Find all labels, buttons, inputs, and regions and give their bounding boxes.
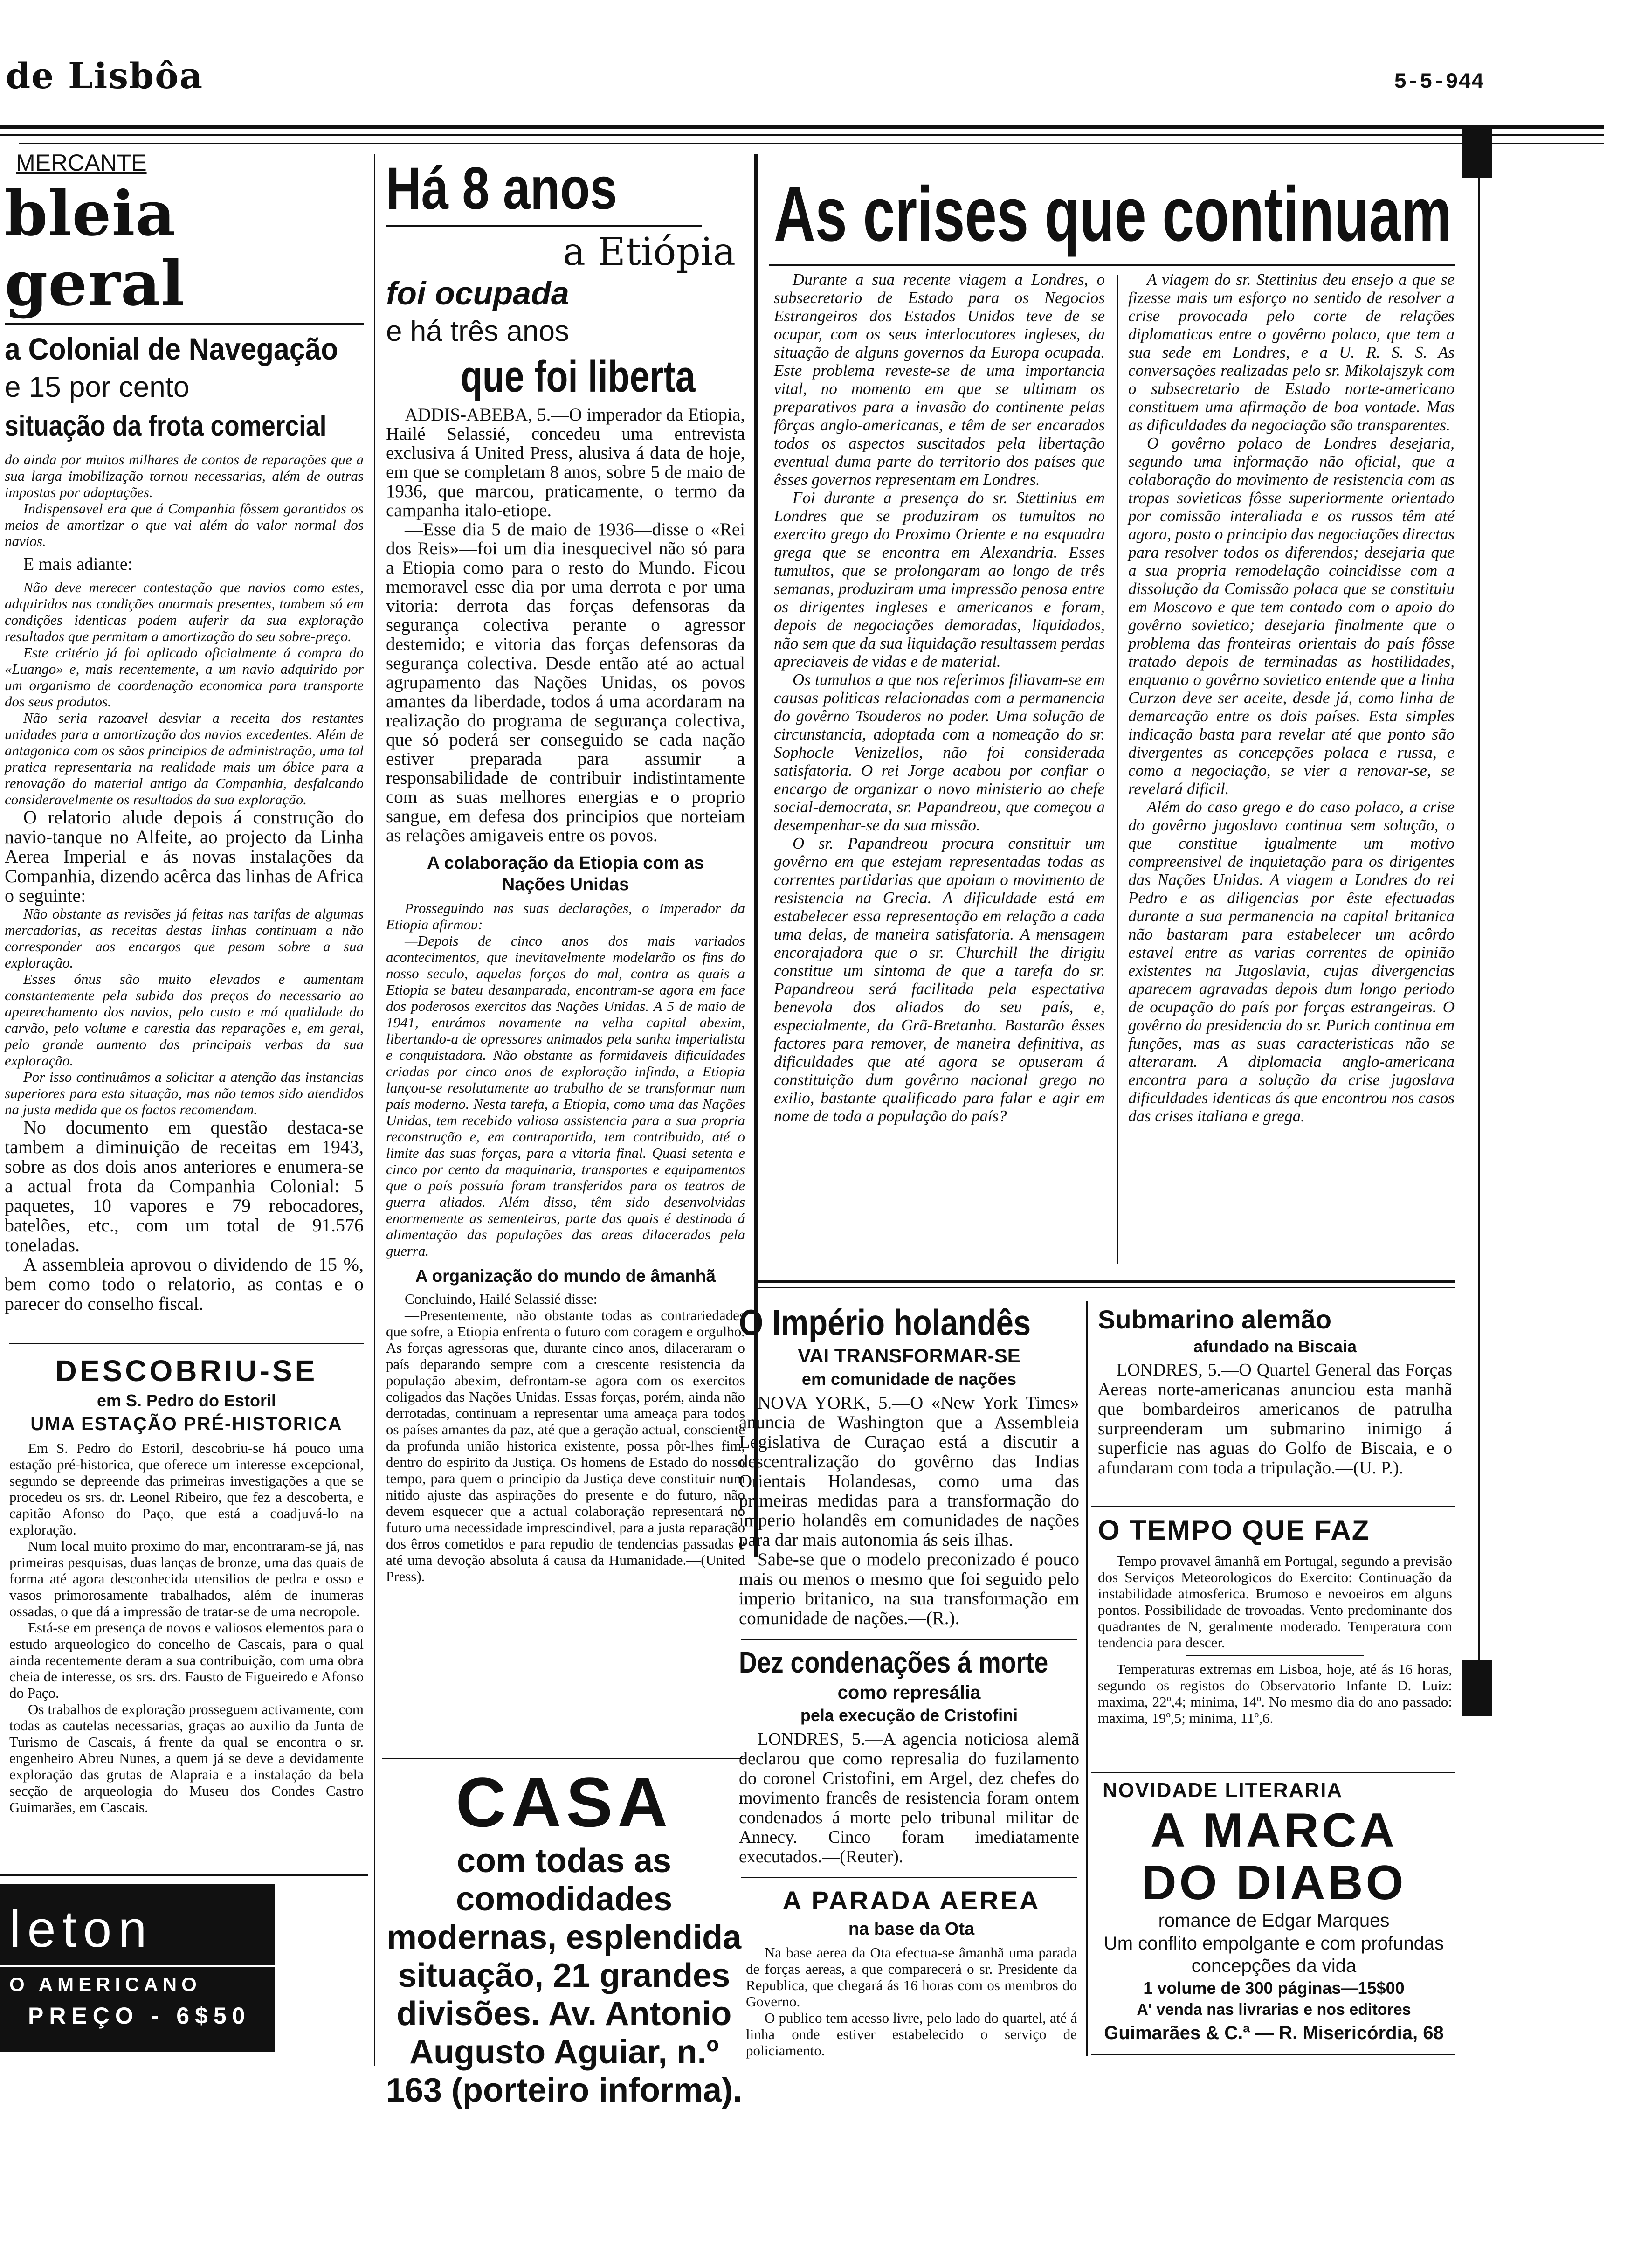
- parada-rule: [741, 1877, 1077, 1878]
- condenacoes-article: [739, 1644, 1079, 1886]
- top-rule-2: [0, 134, 1604, 136]
- crises-head-rule: [769, 264, 1455, 266]
- crises-pA2: Foi durante a presença do sr. Stettinius em Londres que se produziram os tumultos no exercito grego do Proximo Oriente e na esquadra grega que se encontra em Alexandria. Esses tumultos, que se prolongaram ao longo de três semanas, produziram uma impressão penosa entre os dirigentes ingleses e americanos e foram, depois de negociações demoradas, liquidados, não sem que da sua liquidação resultassem perdas apreciaveis de vidas e de material.: [774, 489, 1105, 671]
- col1-p5: Não seria razoavel desviar a receita dos restantes unidades para a amortização dos navios excedentes. Além de antagonica com os sãos principios de administração, uma tal pratica representaria na realidade mais um óbice para a renovação do material antigo da Companhia, desfalcando consideravelmente os resultados da sua exploração.: [5, 710, 364, 808]
- margin-bar-top: [1462, 127, 1492, 178]
- etiopia-p3: Prosseguindo nas suas declarações, o Imperador da Etiopia afirmou:: [386, 900, 745, 933]
- submarino-p1: LONDRES, 5.—O Quartel General das Forças Aereas norte-americanas anunciou esta manhã que bombardeiros americanos de patrulha surpreenderam um submarino inimigo á superficie nas aguas do Golfo de Biscaia, e o afundaram com toda a tripulação.—(U. P.).: [1098, 1360, 1452, 1478]
- tempo-inner-rule: [1186, 1655, 1364, 1656]
- col1-head1: bleia geral: [5, 178, 185, 320]
- etiopia-head5: que foi liberta: [461, 352, 696, 401]
- descobriu-p2: Num local muito proximo do mar, encontraram-se já, nas primeiras pesquisas, duas lanças de bronze, uma das quais de forma até agora desconhecida utensilios de pedra e osso e vasos primorosamente trabalhados, além de inumeras ossadas, o que dá a impressão de tratar-se de uma necropole.: [9, 1538, 364, 1619]
- tempo-p2: Temperaturas extremas em Lisboa, hoje, até ás 16 horas, segundo os registos do Observatorio Infante D. Luiz: maxima, 22º,4; minima, 14º. No mesmo dia do ano passado: maxima, 19º,5; minima, 11º,6.: [1098, 1661, 1452, 1726]
- etiopia-head4: e há três anos: [386, 315, 569, 347]
- etiopia-p4: —Depois de cinco anos dos mais variados acontecimentos, que inevitavelmente modelarão os fins do nosso seculo, aquelas forças do mal, contra as quais a Etiopia se bateu desamparada, encontram-se agora em face dos poderosos exercitos das Nações Unidas. A 5 de maio de 1941, entrámos novamente na velha capital abexim, libertando-a de opressores animados pela sanha imperialista e conquistadora. Não obstante as formidaveis dificuldades criadas por cinco anos de exploração infinda, a Etiopia lançou-se resolutamente ao trabalho de se transformar num país moderno. Nesta tarefa, a Etiopia, como uma das Nações Unidas, tem recebido valiosa assistencia para a sua propria reconstrução e, em contrapartida, tem contribuido, até o limite das suas forças, para a vitoria final. Quasi setenta e cinco por cento da maquinaria, transportes e equipamentos que o país possuía foram transferidos para os teatros de guerra aliados. Além disso, têm sido desenvolvidas enormemente as sementeiras, parte das quais é destinada á alimentação das populações das areas dilaceradas pela guerra.: [386, 933, 745, 1259]
- margin-rule: [1478, 177, 1480, 1660]
- col1-p9: Por isso continuâmos a solicitar a atenção das instancias superiores para esta situação, mas não temos sido atendidos na justa medida que os factos recomendam.: [5, 1069, 364, 1118]
- tempo-rule: [1091, 1506, 1455, 1507]
- crises-col-b: [1128, 270, 1455, 1278]
- col1-p4: Este critério já foi aplicado oficialmente á compra do «Luango» e, mais recentemente, a um navio adquirido por um organismo de coordenação economica para transporte dos seus produtos.: [5, 644, 364, 710]
- novidade-ad: [1093, 1777, 1455, 2052]
- casa-head: CASA: [455, 1763, 673, 1841]
- descobriu-p3: Está-se em presença de novos e valiosos elementos para o estudo arqueologico do concelho de Cascais, para o qual ainda recentemente deram a sua contribuição, com uma obra cheia de interesse, os srs. drs. Fausto de Figueiredo e Afonso do Paço.: [9, 1619, 364, 1701]
- imperio-article: [739, 1301, 1079, 1655]
- col1-p8: Esses ónus são muito elevados e aumentam constantemente pela subida dos preços do necessario ao apetrechamento dos navios, pelo custo e má qualidade do carvão, pelo volume e carestia das reparações e, em geral, pelo grande aumento das principais verbas da sua exploração.: [5, 971, 364, 1069]
- imperio-p2: Sabe-se que o modelo preconizado é pouco mais ou menos o mesmo que foi seguido pelo imperio britanico, na sua transformação em comunidade de nações.—(R.).: [739, 1549, 1079, 1628]
- etiopia-sub1: A colaboração da Etiopia com as Nações Unidas: [427, 853, 704, 894]
- col1-p3: Não deve merecer contestação que navios como estes, adquiridos nas condições anormais presentes, tambem só em condições identicas podem auferir da sua exploração resultados que permitam a amortização do seu sobre-preço.: [5, 579, 364, 644]
- casa-ad: [378, 1763, 751, 2109]
- col-rule-3: [1086, 1301, 1088, 2056]
- etiopia-p2: —Esse dia 5 de maio de 1936—disse o «Rei dos Reis»—foi um dia inesquecivel não só para a Etiopia como para o resto do Mundo. Ficou memoravel esse dia por uma derrota e por uma vitoria: derrota das forças defensoras da segurança colectiva perante o agressor destemido; e vitoria das forças defensoras da segurança colectiva. Desde então até ao actual agrupamento das Nações Unidas, os povos amantes da liberdade, todos á uma acordaram na realização do programa de segurança colectiva, que só poderá ser conseguido se cada nação estiver preparada para assumir a responsabilidade de contribuir indistintamente com as suas melhores energias e o proprio sangue, em defesa dos principios que norteiam as relações amigaveis entre os povos.: [386, 519, 745, 845]
- parada-article: [746, 1884, 1077, 2061]
- condenacoes-p1: LONDRES, 5.—A agencia noticiosa alemã declarou que como represalia do fuzilamento do coronel Cristofini, em Argel, dez chefes do movimento francês de resistencia foram ontem condenados á morte pelo tribunal militar de Annecy. Cinco foram imediatamente executados.—(Reuter).: [739, 1729, 1079, 1867]
- tempo-p1: Tempo provavel âmanhã em Portugal, segundo a previsão dos Serviços Meteorologicos do Exercito: Continuação da instabilidade atmosferica. Brumoso e nevoeiros em alguns pontos. Possibilidade de trovoadas. Vento predominante dos quadrantes de N, geralmente moderado. Temperatura com tendencia para descer.: [1098, 1553, 1452, 1651]
- imperio-p1: NOVA YORK, 5.—O «New York Times» anuncia de Washington que a Assembleia Legislativa de Curaçao está a discutir a descentralização do govêrno das Indias Orientais Holandesas, como uma das primeiras medidas para a transformação do imperio holandês em comunidades de nações para dar mais autonomia ás seis ilhas.: [739, 1393, 1079, 1550]
- condenacoes-rule: [741, 1639, 1077, 1640]
- imperio-sub1: VAI TRANSFORMAR-SE: [798, 1345, 1020, 1367]
- ad-left-brand: leton: [9, 1901, 153, 1958]
- etiopia-p1: ADDIS-ABEBA, 5.—O imperador da Etiopia, Hailé Selassié, concedeu uma entrevista exclusiva á United Press, alusiva á data de hoje, em que se completam 8 anos, sobre 5 de maio de 1936, que marcou, praticamente, o termo da campanha italo-etiope.: [386, 405, 745, 520]
- ad-left-rule: [0, 1874, 368, 1876]
- masthead-title: de Lisbôa: [6, 55, 204, 97]
- novidade-author: romance de Edgar Marques: [1158, 1910, 1390, 1931]
- novidade-desc: Um conflito empolgante e com profundas concepções da vida: [1103, 1933, 1444, 1976]
- col-rule-1: [374, 154, 375, 2066]
- descobriu-article: [9, 1352, 364, 1930]
- col1-p2: Indispensavel era que á Companhia fôssem garantidos os meios de amortizar o que vai além do valor normal dos navios.: [5, 500, 364, 549]
- descobriu-sub1: em S. Pedro do Estoril: [97, 1391, 276, 1410]
- col1-p1: do ainda por muitos milhares de contos de reparações que a sua larga imobilização tornou necessarias, além de outras impostas por adaptações.: [5, 451, 364, 500]
- descobriu-sub2: UMA ESTAÇÃO PRÉ-HISTORICA: [30, 1414, 343, 1434]
- submarino-sub: afundado na Biscaia: [1193, 1337, 1357, 1356]
- crises-inner-rule: [1117, 275, 1118, 1264]
- tempo-head: O TEMPO QUE FAZ: [1098, 1514, 1370, 1546]
- imperio-sub2: em comunidade de nações: [801, 1369, 1017, 1389]
- col1-head3: e 15 por cento: [5, 371, 190, 403]
- masthead-date: 5-5-944: [1394, 70, 1484, 94]
- condenacoes-head: Dez condenações á morte: [739, 1646, 1048, 1679]
- crises-pB1: A viagem do sr. Stettinius deu ensejo a que se fizesse mais um esforço no sentido de resolver a crise provocada pelo corte de relações diplomaticas entre o govêrno polaco, que tem a sua sede em Londres, e a U. R. S. S. As conversações realizadas pelo sr. Mikolajszyk com o subsecretario de Estado norte-americano constituem uma afirmação de boa vontade. Mas as dificuldades da negociação são transparentes.: [1128, 270, 1455, 434]
- col1-p10: No documento em questão destaca-se tambem a diminuição de receitas em 1943, sobre as dos dois anos anteriores e enumera-se a actual frota da Companhia Colonial: 5 paquetes, 10 vapores e 79 rebocadores, batelões, etc., com um total de 91.576 toneladas.: [5, 1117, 364, 1255]
- col1-head2: a Colonial de Navegação: [5, 332, 338, 366]
- crises-bottom-rule-1: [755, 1280, 1455, 1283]
- top-rule-3: [19, 143, 1604, 144]
- novidade-price: 1 volume de 300 páginas—15$00: [1143, 1978, 1405, 1998]
- novidade-kicker: NOVIDADE LITERARIA: [1103, 1779, 1343, 1802]
- crises-pB2: O govêrno polaco de Londres desejaria, segundo uma informação não oficial, que a colaboração do movimento de resistencia com as tropas sovieticas fôsse superiormente orientado por comissão interaliada e os russos têm até agora, posto o principio das negociações directas para resolver todos os diferendos; desejaria que a sua propria remodelação coincidisse com a dissolução da Comissão polaca que se constituiu em Moscovo e que tem contado com o apoio do govêrno sovietico; desejaria finalmente que o problema das fronteiras orientais do país fôsse tratado depois de terminadas as hostilidades, enquanto o govêrno sovietico entende que a linha Curzon deve ser aceite, desde já, como linha de demarcação entre os dois países. Esta simples indicação basta para revelar até que ponto são divergentes as concepções polaca e russa, e como a negociação, se vier a renovar-se, se revelará dificil.: [1128, 434, 1455, 798]
- casa-text: com todas as comodidades modernas, esplendida situação, 21 grandes divisões. Av. Antonio Augusto Aguiar, n.º 163 (porteiro informa).: [386, 1842, 743, 2109]
- novidade-title1: A MARCA: [1150, 1804, 1398, 1858]
- etiopia-head-rule: [386, 225, 702, 227]
- tempo-article: [1098, 1511, 1452, 1772]
- col1-kicker: MERCANTE: [16, 150, 147, 176]
- col1-article: [5, 149, 364, 1343]
- crises-pA1: Durante a sua recente viagem a Londres, o subsecretario de Estado para os Negocios Estrangeiros dos Estados Unidos teve de se ocupar, com os seus interlocutores ingleses, da situação de alguns governos da Europa ocupada. Este problema reveste-se de uma importancia vital, no momento em que se ultimam os preparativos para a invasão do continente pelas fôrças anglo-americanas, e têm de ser encarados todos os aspectos suscitados pela libertação eventual duma parte do territorio dos países que êsses governos representam em Londres.: [774, 270, 1105, 489]
- novidade-title2: DO DIABO: [1141, 1856, 1407, 1910]
- parada-sub: na base da Ota: [848, 1919, 975, 1939]
- etiopia-p6: —Presentemente, não obstante todas as contrariedades que sofre, a Etiopia enfrenta o futuro com coragem e orgulho. As forças agressoras que, durante cinco anos, dilaceraram o país deparando sempre com a crescente resistencia da população abexim, defrontam-se agora com os exercitos coligados das Nações Unidas. Essas forças, porém, ainda não derrotadas, continuam a representar uma ameaça para todos os países amantes da paz, até que a geração actual, consciente da profunda união historica existente, possa pôr-lhes fim, dentro do espirito da Justiça. Os homens de Estado do nosso tempo, para quem o principio da Justiça deve constituir num nitido ajuste das aspirações do presente e do futuro, não devem esquecer que a actual colaboração representará no futuro uma necessidade imprescindivel, para a justa reparação dos êrros cometidos e para repudio de tendencias passadas e até uma devoção absoluta á causa da Humanidade.—(United Press).: [386, 1307, 745, 1584]
- novidade-rule-top: [1091, 1772, 1455, 1773]
- descobriu-p4: Os trabalhos de exploração prosseguem activamente, com todas as cautelas necessarias, graças ao auxilio da Junta de Turismo de Cascais, á frente da qual se encontra o sr. engenheiro Abreu Nunes, a quem já se deve a devidamente exploração das grutas de Alapraia e a instalação da bela secção de arqueologia do Museu dos Condes Castro Guimarães, em Cascais.: [9, 1701, 364, 1815]
- top-rule-1: [0, 125, 1604, 129]
- submarino-head: Submarino alemão: [1098, 1305, 1332, 1334]
- etiopia-sub2: A organização do mundo de âmanhã: [415, 1266, 716, 1286]
- condenacoes-sub2: pela execução de Cristofini: [800, 1706, 1018, 1725]
- ad-left: [0, 1884, 275, 2052]
- margin-bar-bottom: [1462, 1660, 1492, 1716]
- etiopia-head3: foi ocupada: [386, 275, 569, 311]
- parada-head: A PARADA AEREA: [782, 1886, 1041, 1915]
- imperio-head: O Império holandês: [739, 1302, 1031, 1343]
- parada-p2: O publico tem acesso livre, pelo lado do quartel, até á linha onde estiver estabelecido o serviço de policiamento.: [746, 2010, 1077, 2059]
- descobriu-p1: Em S. Pedro do Estoril, descobriu-se há pouco uma estação pré-historica, que oferece um interesse excepcional, segundo se depreende das primeiras investigações a que se procedeu os srs. dr. Leonel Ribeiro, que fez a descoberta, e capitão Afonso do Paço, que está a coadjuvá-lo na exploração.: [9, 1440, 364, 1538]
- col1-sub1: E mais adiante:: [23, 554, 133, 574]
- descobriu-rule: [9, 1343, 364, 1344]
- col1-head-rule: [5, 323, 364, 325]
- ad-left-inner-rule: [0, 1965, 275, 1967]
- crises-pA3: Os tumultos a que nos referimos filiavam-se em causas politicas relacionadas com a permanencia do govêrno Tsouderos no poder. Uma solução de circunstancia, adoptada com a nomeação do sr. Sophocle Venizellos, não foi considerada satisfatoria. O rei Jorge acabou por confiar o encargo de organizar o novo ministerio ao chefe social-democrata, sr. Papandreou, que começou a desempenhar-se da sua missão.: [774, 671, 1105, 834]
- novidade-publisher: Guimarães & C.ª — R. Misericórdia, 68: [1104, 2023, 1444, 2043]
- etiopia-article: [386, 156, 745, 1751]
- crises-col-a: [774, 270, 1105, 1278]
- casa-rule: [382, 1758, 746, 1759]
- col1-head4: situação da frota comercial: [5, 410, 327, 442]
- col1-p6: O relatorio alude depois á construção do navio-tanque no Alfeite, ao projecto da Linha Aerea Imperial e ás novas instalações da Companhia, dizendo acêrca das linhas de Africa o seguinte:: [5, 807, 364, 906]
- col1-p7: Não obstante as revisões já feitas nas tarifas de algumas mercadorias, as receitas destas linhas continuam a não corresponder aos encargos que pesam sobre a sua exploração.: [5, 906, 364, 971]
- novidade-rule-bottom: [1091, 2054, 1455, 2055]
- novidade-sale: A' venda nas livrarias e nos editores: [1137, 2001, 1411, 2019]
- etiopia-p5: Concluindo, Hailé Selassié disse:: [405, 1291, 598, 1307]
- ad-left-line2: PREÇO - 6$50: [28, 2003, 251, 2029]
- crises-bottom-rule-2: [755, 1287, 1455, 1288]
- descobriu-head: DESCOBRIU-SE: [55, 1354, 318, 1388]
- submarino-article: [1098, 1303, 1452, 1508]
- etiopia-head1: Há 8 anos: [386, 155, 617, 222]
- ad-left-line1: O AMERICANO: [9, 1973, 201, 1995]
- crises-head: As crises que continuam: [774, 171, 1452, 257]
- parada-p1: Na base aerea da Ota efectua-se âmanhã uma parada de forças aereas, a que comparecerá o sr. Presidente da Republica, que chegará ás 16 horas com os membros do Governo.: [746, 1944, 1077, 2010]
- col1-p11: A assembleia aprovou o dividendo de 15 %, bem como todo o relatorio, as contas e o parecer do conselho fiscal.: [5, 1254, 364, 1314]
- crises-pB3: Além do caso grego e do caso polaco, a crise do govêrno jugoslavo continua sem solução, o que constitue igualmente um motivo compreensivel de inquietação para os dirigentes das Nações Unidas. A viagem a Londres do rei Pedro e as diligencias por êste efectuadas durante a sua permanencia na capital britanica não bastaram para estabelecer um acôrdo estavel entre as varias correntes de opinião existentes na Jugoslavia, cujas divergencias aparecem agravadas depois dum longo periodo de ocupação do país por forças estrangeiras. O govêrno da presidencia do sr. Purich continua em funções, mas as suas caracteristicas não se alteraram. A diplomacia anglo-americana encontra para a solução da crise jugoslava dificuldades identicas ás que encontrou nos casos das crises italiana e grega.: [1128, 798, 1455, 1125]
- crises-pA4: O sr. Papandreou procura constituir um govêrno em que estejam representadas todas as correntes partidarias que apoiam o movimento de resistencia na Grecia. A dificuldade está em estabelecer essa representação em relação a cada uma delas, de maneira satisfatoria. A mensagem encorajadora que o sr. Churchill lhe dirigiu constitue um sintoma de que a tarefa do sr. Papandreou será facilitada pela espectativa benevola dos aliados do seu país, e, especialmente, da Grã-Bretanha. Bastarão êsses factores para remover, de maneira definitiva, as dificuldades que até agora se opuseram á constituição dum govêrno nacional grego no exilio, bastante qualificado para falar e agir em nome de toda a população do país?: [774, 834, 1105, 1125]
- etiopia-head2: a Etiópia: [563, 230, 736, 274]
- condenacoes-sub1: como represália: [837, 1682, 981, 1703]
